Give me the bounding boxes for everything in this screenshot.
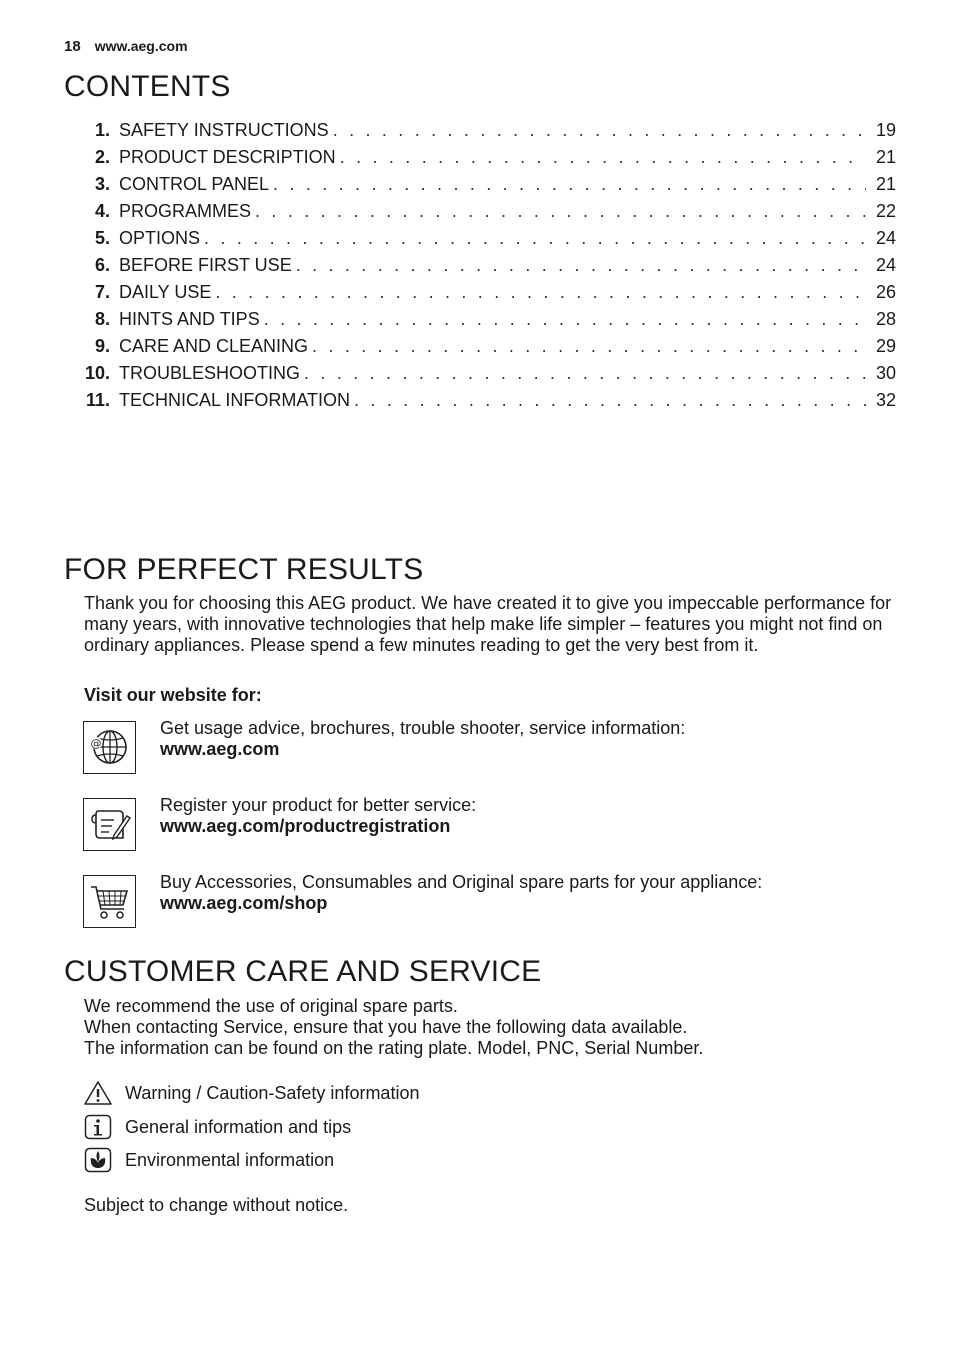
toc-item-title: CONTROL PANEL [119,174,270,194]
web-item-text-block [160,795,476,851]
toc-leader-dots [273,174,866,195]
toc-leader-dots [333,120,866,141]
web-link-product-registration[interactable]: www.aeg.com/productregistration [160,816,451,836]
web-link-aeg-com[interactable]: www.aeg.com [160,739,280,759]
customer-care-title: CUSTOMER CARE AND SERVICE [64,955,542,988]
toc-item-title: SAFETY INSTRUCTIONS [119,120,329,140]
perfect-results-title: FOR PERFECT RESULTS [64,553,424,586]
toc-item-number: 8. [94,309,110,329]
toc-item-before-first-use[interactable] [76,255,896,282]
toc-item-number: 9. [94,336,110,356]
toc-item-control-panel[interactable] [76,174,896,201]
legend-label: Warning / Caution-Safety information [125,1082,420,1103]
toc-item-title: BEFORE FIRST USE [119,255,292,275]
toc-item-page: 24 [875,255,896,275]
web-item-product-registration [83,795,477,851]
toc-leader-dots [204,228,866,249]
legend-label: General information and tips [125,1116,352,1137]
toc-item-page: 24 [875,228,896,248]
web-link-shop[interactable]: www.aeg.com/shop [160,893,328,913]
toc-item-troubleshooting[interactable] [76,363,896,390]
change-notice: Subject to change without notice. [84,1195,349,1215]
toc-item-title: OPTIONS [119,228,201,248]
warning-triangle-icon [84,1080,112,1106]
intro-paragraph: Thank you for choosing this AEG product. We have created it to give you impeccable performance for many years, with innovative technologies that help make life simpler – features you might not find on ordinary appliances. Please spend a few minutes reading to get the very best from it. [84,593,892,655]
toc-item-page: 21 [875,147,896,167]
toc-item-number: 2. [94,147,110,167]
legend-environment [84,1147,334,1173]
care-line: The information can be found on the rating plate. Model, PNC, Serial Number. [84,1038,704,1058]
web-item-description: Get usage advice, brochures, trouble shooter, service information: [160,718,686,738]
web-item-description: Register your product for better service: [160,795,477,815]
toc-leader-dots [255,201,866,222]
toc-item-options[interactable] [76,228,896,255]
care-line: We recommend the use of original spare parts. [84,996,458,1016]
environment-icon [84,1147,112,1173]
toc-leader-dots [304,363,866,384]
toc-leader-dots [354,390,866,411]
toc-leader-dots [340,147,866,168]
toc-leader-dots [215,282,866,303]
web-item-service-info [83,718,686,774]
registration-pen-icon [83,798,136,851]
toc-item-title: PROGRAMMES [119,201,252,221]
toc-item-page: 28 [875,309,896,329]
toc-item-number: 1. [94,120,110,140]
web-item-shop [83,872,763,928]
toc-item-product-description[interactable] [76,147,896,174]
toc-item-safety-instructions[interactable] [76,120,896,147]
toc-item-page: 30 [875,363,896,383]
page-header [64,38,188,55]
toc-item-page: 22 [875,201,896,221]
toc-item-page: 21 [875,174,896,194]
toc-item-title: DAILY USE [119,282,212,302]
toc-leader-dots [312,336,866,357]
toc-item-title: TECHNICAL INFORMATION [119,390,351,410]
toc-item-page: 32 [875,390,896,410]
info-icon [84,1114,112,1140]
svg-text:@: @ [90,737,102,750]
shopping-cart-icon [83,875,136,928]
toc-item-number: 6. [94,255,110,275]
toc-item-number: 11. [85,390,110,410]
legend-info [84,1114,351,1140]
toc-item-daily-use[interactable] [76,282,896,309]
toc-item-title: PRODUCT DESCRIPTION [119,147,336,167]
web-item-text-block [160,718,685,774]
toc-item-technical-information[interactable] [76,390,896,417]
visit-website-label: Visit our website for: [84,685,262,705]
toc-item-number: 7. [94,282,110,302]
toc-item-programmes[interactable] [76,201,896,228]
web-item-description: Buy Accessories, Consumables and Original spare parts for your appliance: [160,872,763,892]
toc-item-title: HINTS AND TIPS [119,309,260,329]
toc-item-number: 3. [94,174,110,194]
toc-item-care-and-cleaning[interactable] [76,336,896,363]
legend-label: Environmental information [125,1149,335,1170]
toc-leader-dots [264,309,866,330]
globe-at-icon [83,721,136,774]
page-number: 18 [64,38,81,55]
care-line: When contacting Service, ensure that you have the following data available. [84,1017,688,1037]
table-of-contents [76,120,896,417]
toc-item-page: 19 [875,120,896,140]
legend-warning [84,1080,419,1106]
toc-item-page: 29 [875,336,896,356]
toc-item-number: 5. [94,228,110,248]
toc-item-title: TROUBLESHOOTING [119,363,301,383]
toc-item-hints-and-tips[interactable] [76,309,896,336]
toc-item-number: 10. [84,363,110,383]
toc-leader-dots [296,255,866,276]
contents-title: CONTENTS [64,70,231,103]
customer-care-text [84,996,703,1059]
toc-item-number: 4. [94,201,110,221]
header-url[interactable]: www.aeg.com [94,38,188,54]
toc-item-title: CARE AND CLEANING [119,336,309,356]
toc-item-page: 26 [875,282,896,302]
web-item-text-block [160,872,762,928]
